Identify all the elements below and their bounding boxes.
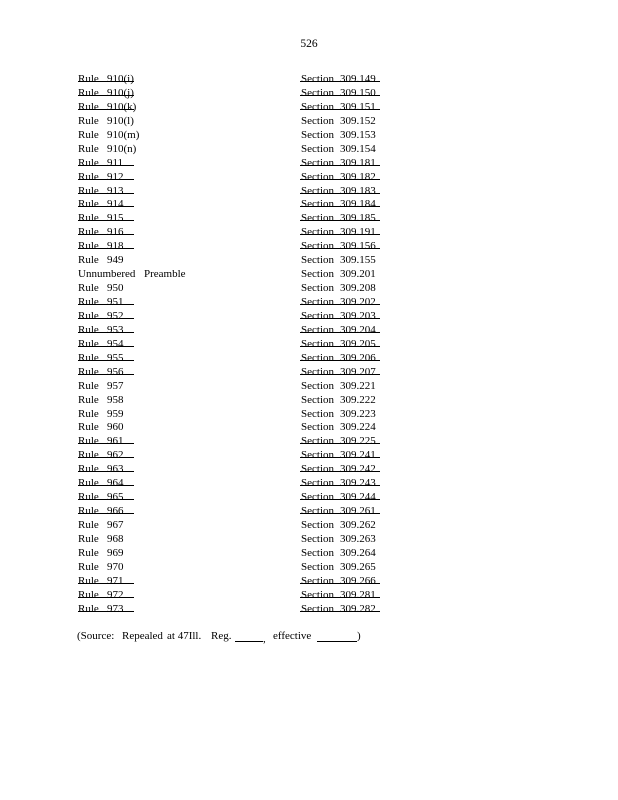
rule-label: Rule [78,212,99,225]
rule-number: 968 [107,532,124,545]
rule-label: Rule [78,546,99,559]
table-row [78,575,388,589]
rule-number: 958 [107,393,124,406]
table-row [78,449,388,463]
rule-number: 915 [107,212,124,225]
rule-label: Rule [78,477,99,490]
strikethrough-section [300,583,380,584]
strikethrough-rule [78,206,134,207]
section-label: Section [301,351,334,364]
section-number: 309.223 [340,407,376,420]
strikethrough-section [300,179,380,180]
table-row [78,143,388,157]
strikethrough-rule [78,234,134,235]
section-number: 309.181 [340,156,376,169]
section-label: Section [301,588,334,601]
rule-label: Rule [78,351,99,364]
section-number: 309.156 [340,240,376,253]
strikethrough-rule [78,513,134,514]
section-label: Section [301,449,334,462]
rule-label: Rule [78,463,99,476]
table-row [78,561,388,575]
section-number: 309.224 [340,421,376,434]
table-row [78,477,388,491]
table-row [78,589,388,603]
section-number: 309.264 [340,546,376,559]
source-repealed: Repealed [122,630,163,642]
section-number: 309.155 [340,254,376,267]
section-label: Section [301,379,334,392]
strikethrough-rule [78,583,134,584]
section-number: 309.184 [340,198,376,211]
table-row [78,296,388,310]
rule-number: 973 [107,602,124,615]
strikethrough-section [300,95,380,96]
source-effective-blank [317,630,357,645]
section-label: Section [301,254,334,267]
section-number: 309.206 [340,351,376,364]
section-number: 309.152 [340,114,376,127]
rule-label: Rule [78,142,99,155]
section-number: 309.262 [340,519,376,531]
rule-number: 955 [107,351,124,364]
section-number: 309.191 [340,226,376,239]
section-label: Section [301,198,334,211]
section-number: 309.282 [340,602,376,615]
rule-number: 914 [107,198,124,211]
section-label: Section [301,309,334,322]
rule-label: Rule [78,254,99,267]
strikethrough-rule [78,457,134,458]
table-row [78,366,388,380]
source-label: (Source: [77,630,115,642]
rule-label: Rule [78,365,99,378]
rule-number: 963 [107,463,124,476]
table-row [78,338,388,352]
rule-number: 962 [107,449,124,462]
strikethrough-section [300,234,380,235]
section-label: Section [301,435,334,448]
source-volume: at 47Ill. [167,630,202,642]
section-label: Section [301,114,334,127]
rule-number: 959 [107,407,124,420]
strikethrough-rule [78,318,134,319]
table-row [78,547,388,561]
strikethrough-section [300,513,380,514]
section-number: 309.222 [340,393,376,406]
rule-label: Rule [78,73,99,85]
strikethrough-section [300,248,380,249]
table-row [78,491,388,505]
table-row [78,519,388,533]
strikethrough-section [300,611,380,612]
section-label: Section [301,142,334,155]
rule-label: Unnumbered [78,268,136,281]
rule-number: 910(k) [107,100,137,113]
strikethrough-rule [78,332,134,333]
strikethrough-section [300,471,380,472]
strikethrough-rule [78,374,134,375]
rule-number: 918 [107,240,124,253]
section-label: Section [301,393,334,406]
strikethrough-section [300,109,380,110]
rule-label: Rule [78,449,99,462]
section-number: 309.182 [340,170,376,183]
table-row [78,394,388,408]
table-row [78,408,388,422]
rule-number: 910(j) [107,86,134,99]
source-reg-blank: , [235,630,266,645]
strikethrough-rule [78,471,134,472]
section-number: 309.244 [340,491,376,504]
conversion-table [78,73,388,617]
section-label: Section [301,100,334,113]
strikethrough-rule [78,443,134,444]
section-label: Section [301,463,334,476]
rule-label: Rule [78,435,99,448]
section-label: Section [301,560,334,573]
section-label: Section [301,421,334,434]
strikethrough-section [300,332,380,333]
table-row [78,324,388,338]
strikethrough-rule [78,220,134,221]
rule-label: Rule [78,100,99,113]
rule-label: Rule [78,170,99,183]
section-label: Section [301,337,334,350]
section-number: 309.203 [340,309,376,322]
section-number: 309.201 [340,268,376,281]
section-number: 309.185 [340,212,376,225]
strikethrough-rule [78,499,134,500]
section-number: 309.205 [340,337,376,350]
strikethrough-section [300,360,380,361]
section-label: Section [301,226,334,239]
rule-number: 949 [107,254,124,267]
section-label: Section [301,128,334,141]
rule-label: Rule [78,491,99,504]
section-label: Section [301,184,334,197]
strikethrough-section [300,374,380,375]
table-row [78,310,388,324]
section-number: 309.151 [340,100,376,113]
rule-label: Rule [78,114,99,127]
strikethrough-rule [78,179,134,180]
rule-label: Rule [78,602,99,615]
rule-label: Rule [78,407,99,420]
table-row [78,603,388,617]
section-number: 309.281 [340,588,376,601]
strikethrough-section [300,457,380,458]
section-label: Section [301,296,334,308]
table-row [78,157,388,171]
rule-label: Rule [78,560,99,573]
table-row [78,282,388,296]
strikethrough-section [300,206,380,207]
strikethrough-rule [78,109,134,110]
strikethrough-rule [78,597,134,598]
rule-number: 970 [107,560,124,573]
rule-number: 951 [107,296,124,308]
source-close-paren: ) [357,630,361,642]
table-row [78,185,388,199]
strikethrough-rule [78,611,134,612]
table-row [78,421,388,435]
strikethrough-section [300,220,380,221]
section-label: Section [301,407,334,420]
rule-label: Rule [78,309,99,322]
strikethrough-section [300,499,380,500]
section-label: Section [301,240,334,253]
rule-label: Rule [78,505,99,518]
rule-label: Rule [78,226,99,239]
section-label: Section [301,505,334,518]
strikethrough-section [300,193,380,194]
rule-label: Rule [78,198,99,211]
rule-number: 950 [107,282,124,295]
strikethrough-rule [78,81,134,82]
section-label: Section [301,73,334,85]
rule-number: 961 [107,435,124,448]
section-label: Section [301,574,334,587]
section-number: 309.243 [340,477,376,490]
section-label: Section [301,268,334,281]
rule-number: 965 [107,491,124,504]
rule-number: 910(l) [107,114,134,127]
rule-label: Rule [78,574,99,587]
rule-number: 960 [107,421,124,434]
rule-number: 954 [107,337,124,350]
rule-number: 967 [107,519,124,531]
strikethrough-rule [78,193,134,194]
rule-number: 956 [107,365,124,378]
table-row [78,171,388,185]
table-row [78,380,388,394]
strikethrough-rule [78,346,134,347]
table-row [78,352,388,366]
rule-number: 969 [107,546,124,559]
strikethrough-rule [78,248,134,249]
strikethrough-section [300,318,380,319]
rule-label: Rule [78,519,99,531]
table-row [78,505,388,519]
section-number: 309.150 [340,86,376,99]
section-number: 309.154 [340,142,376,155]
section-label: Section [301,170,334,183]
rule-number: 910(i) [107,73,134,85]
strikethrough-rule [78,165,134,166]
strikethrough-section [300,81,380,82]
strikethrough-section [300,485,380,486]
rule-number: 964 [107,477,124,490]
section-label: Section [301,491,334,504]
strikethrough-rule [78,95,134,96]
section-number: 309.225 [340,435,376,448]
rule-number: Preamble [144,268,186,281]
section-number: 309.149 [340,73,376,85]
section-label: Section [301,282,334,295]
table-row [78,101,388,115]
section-label: Section [301,365,334,378]
page-number: 526 [300,38,318,50]
table-row [78,212,388,226]
rule-label: Rule [78,532,99,545]
section-number: 309.207 [340,365,376,378]
section-label: Section [301,323,334,336]
rule-label: Rule [78,421,99,434]
rule-label: Rule [78,323,99,336]
section-number: 309.153 [340,128,376,141]
table-row [78,463,388,477]
section-label: Section [301,519,334,531]
table-row [78,115,388,129]
section-number: 309.221 [340,379,376,392]
strikethrough-section [300,597,380,598]
strikethrough-rule [78,360,134,361]
section-number: 309.202 [340,296,376,308]
section-label: Section [301,532,334,545]
rule-number: 966 [107,505,124,518]
rule-number: 971 [107,574,124,587]
rule-label: Rule [78,282,99,295]
table-row [78,87,388,101]
table-row [78,533,388,547]
rule-number: 910(m) [107,128,140,141]
section-number: 309.204 [340,323,376,336]
section-number: 309.266 [340,574,376,587]
rule-label: Rule [78,393,99,406]
rule-number: 953 [107,323,124,336]
section-number: 309.208 [340,282,376,295]
rule-number: 957 [107,379,124,392]
rule-number: 912 [107,170,124,183]
rule-number: 972 [107,588,124,601]
rule-label: Rule [78,588,99,601]
section-number: 309.263 [340,532,376,545]
rule-label: Rule [78,379,99,392]
rule-label: Rule [78,240,99,253]
section-number: 309.242 [340,463,376,476]
section-label: Section [301,546,334,559]
section-label: Section [301,156,334,169]
table-row [78,268,388,282]
section-number: 309.261 [340,505,376,518]
rule-label: Rule [78,184,99,197]
section-label: Section [301,477,334,490]
section-label: Section [301,86,334,99]
source-reg: Reg. [211,630,232,642]
rule-number: 916 [107,226,124,239]
rule-label: Rule [78,156,99,169]
rule-number: 952 [107,309,124,322]
strikethrough-section [300,346,380,347]
section-number: 309.265 [340,560,376,573]
table-row [78,198,388,212]
rule-label: Rule [78,128,99,141]
section-label: Section [301,212,334,225]
section-number: 309.241 [340,449,376,462]
table-row [78,129,388,143]
strikethrough-rule [78,304,134,305]
strikethrough-rule [78,485,134,486]
section-label: Section [301,602,334,615]
table-row [78,240,388,254]
rule-label: Rule [78,86,99,99]
rule-label: Rule [78,337,99,350]
source-effective: effective [273,630,312,642]
strikethrough-section [300,304,380,305]
strikethrough-section [300,443,380,444]
rule-label: Rule [78,296,99,308]
rule-number: 911 [107,156,124,169]
table-row [78,435,388,449]
table-row [78,254,388,268]
rule-number: 910(n) [107,142,137,155]
rule-number: 913 [107,184,124,197]
strikethrough-section [300,165,380,166]
section-number: 309.183 [340,184,376,197]
table-row [78,226,388,240]
table-row [78,73,388,87]
